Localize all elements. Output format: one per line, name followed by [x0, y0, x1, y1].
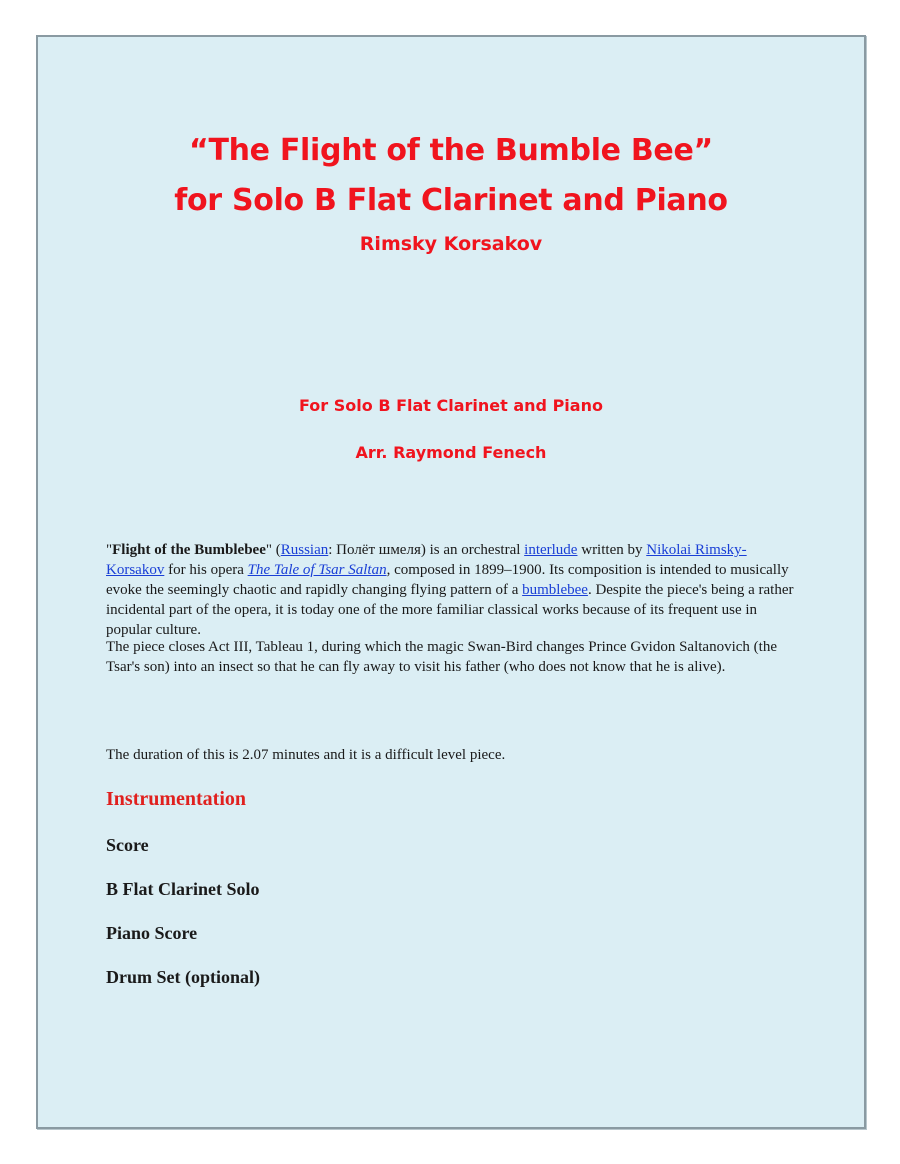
cover-page: [36, 35, 866, 1129]
bumblebee-link[interactable]: bumblebee: [522, 582, 588, 598]
text-after-bumblebee: . Despite the piece's being a rather incidental part of the opera, it is today one of the more familiar classical works because of its frequent use in popular culture.: [106, 582, 794, 638]
composer-name: Rimsky Korsakov: [359, 233, 543, 255]
subtitle: For Solo B Flat Clarinet and Piano: [299, 396, 603, 415]
title-line-1: “The Flight of the Bumble Bee”: [189, 133, 713, 168]
title-line-2: for Solo B Flat Clarinet and Piano: [174, 183, 728, 218]
text-after-opera: , composed in 1899–1900. Its composition is intended to musically evoke the seemingly chaotic and rapidly changing flying pattern of a: [106, 562, 789, 598]
quote-open: ": [106, 542, 113, 558]
description-paragraph-1: [106, 540, 796, 640]
russian-link[interactable]: Russian: [280, 542, 329, 558]
instrumentation-item-piano: Piano Score: [106, 923, 198, 943]
instrumentation-item-clarinet: B Flat Clarinet Solo: [106, 879, 260, 899]
interlude-link[interactable]: interlude: [524, 542, 578, 558]
text-after-interlude: written by: [577, 542, 647, 558]
piece-title-bold: Flight of the Bumblebee: [112, 542, 266, 558]
description-paragraph-2: The piece closes Act III, Tableau 1, during which the magic Swan-Bird changes Prince Gvidon Saltanovich (the Tsar's son) into an insect so that he can fly away to visit his father (who does not know that he is alive).: [106, 639, 777, 675]
composer-link[interactable]: Nikolai Rimsky-Korsakov: [106, 542, 747, 578]
description-paragraph-3: The duration of this is 2.07 minutes and it is a difficult level piece.: [106, 747, 506, 763]
text-after-composer: for his opera: [164, 562, 248, 578]
instrumentation-item-drums: Drum Set (optional): [106, 967, 260, 987]
quote-close: " (: [265, 542, 281, 558]
instrumentation-heading: Instrumentation: [106, 788, 247, 810]
instrumentation-item-score: Score: [106, 835, 149, 855]
opera-link[interactable]: The Tale of Tsar Saltan: [247, 562, 387, 578]
arranger: Arr. Raymond Fenech: [355, 443, 547, 462]
text-after-russian: : Полёт шмеля) is an orchestral: [328, 542, 525, 558]
